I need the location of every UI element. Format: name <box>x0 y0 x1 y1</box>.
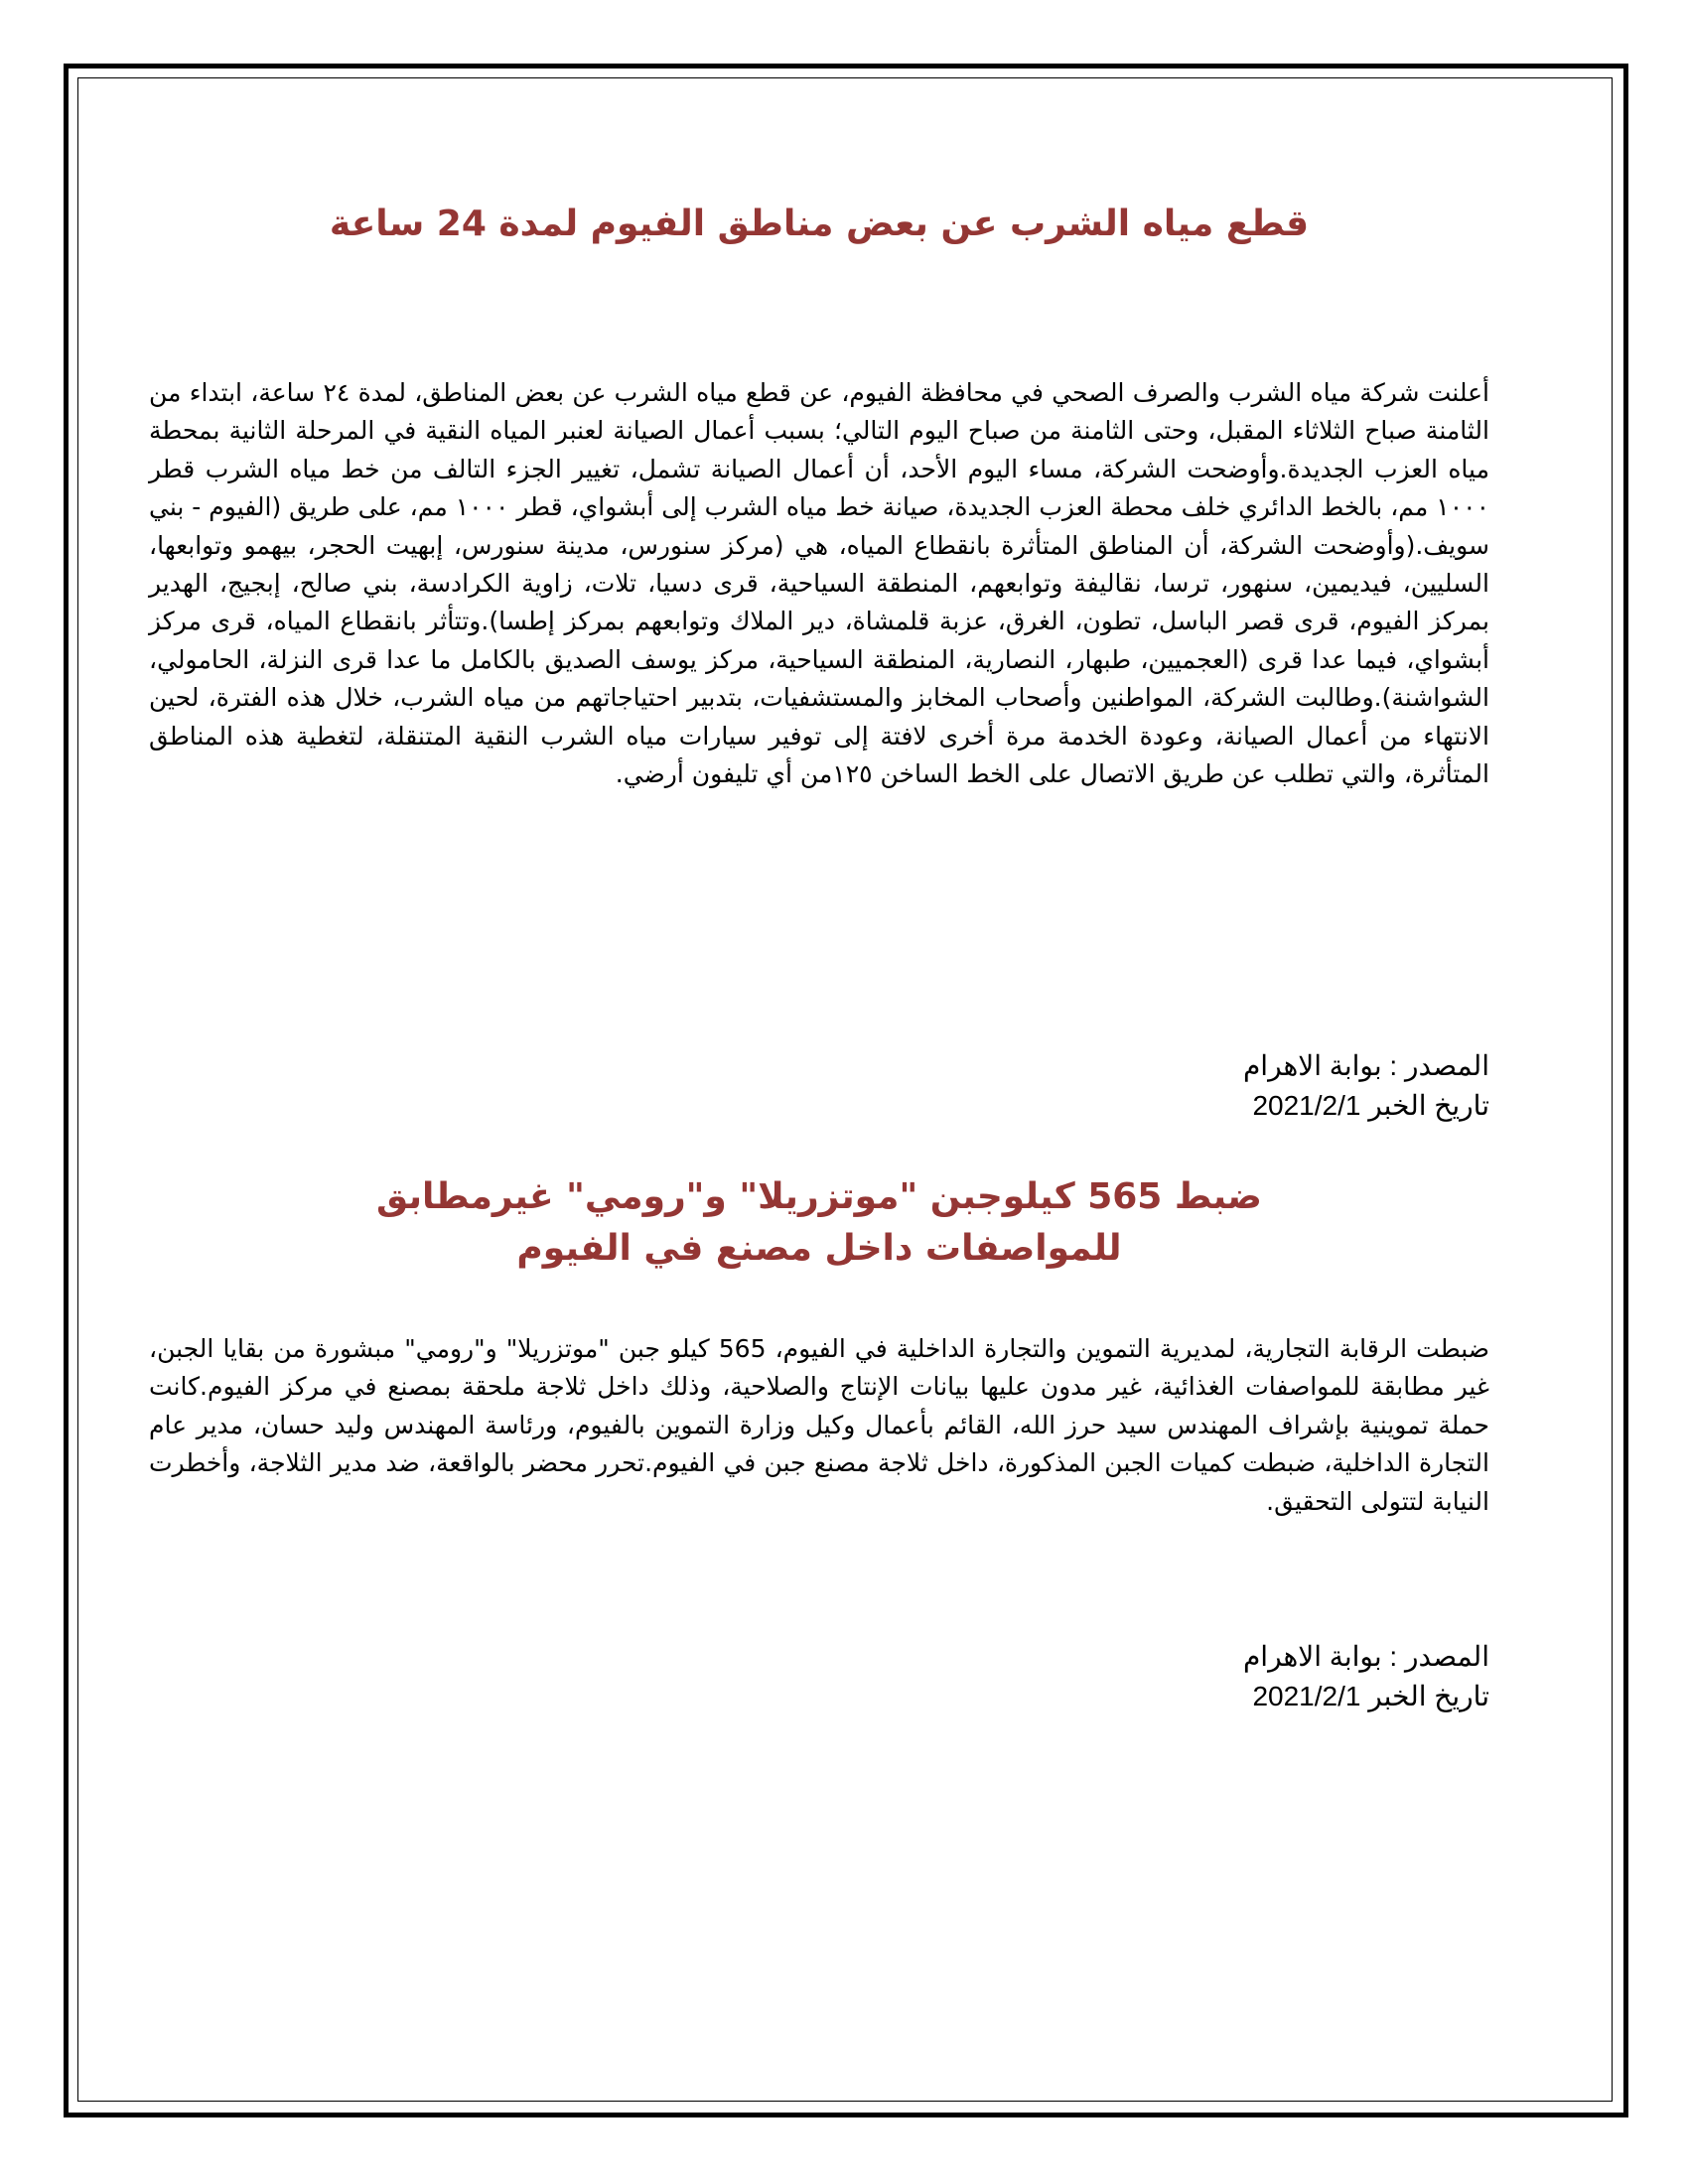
article-1-source: المصدر : بوابة الاهرام <box>1242 1050 1489 1081</box>
article-2-title: ضبط 565 كيلوجبن "موتزريلا" و"رومي" غيرمطابق للمواصفات داخل مصنع في الفيوم <box>376 1176 1262 1269</box>
page-content <box>149 0 1489 2184</box>
article-2-body: ضبطت الرقابة التجارية، لمديرية التموين والتجارة الداخلية في الفيوم، 565 كيلو جبن "موتزريلا" و"رومي" مبشورة من بقايا الجبن، غير مطابقة للمواصفات الغذائية، غير مدون عليها بيانات الإنتاج والصلاحية، وذلك داخل ثلاجة ملحقة بمصنع في مركز الفيوم.كانت حملة تموينية بإشراف المهندس سيد حرز الله، القائم بأعمال وكيل وزارة التموين بالفيوم، ورئاسة المهندس وليد حسان، مدير عام التجارة الداخلية، ضبطت كميات الجبن المذكورة، داخل ثلاجة مصنع جبن في الفيوم.تحرر محضر بالواقعة، ضد مدير الثلاجة، وأخطرت النيابة لتتولى التحقيق. <box>149 1334 1489 1516</box>
article-1-date: تاريخ الخبر 2021/2/1 <box>1252 1090 1489 1121</box>
article-1-title: قطع مياه الشرب عن بعض مناطق الفيوم لمدة 24 ساعة <box>329 204 1310 244</box>
article-2-source: المصدر : بوابة الاهرام <box>1242 1641 1489 1672</box>
article-1-body: أعلنت شركة مياه الشرب والصرف الصحي في محافظة الفيوم، عن قطع مياه الشرب عن بعض المناطق، لمدة ٢٤ ساعة، ابتداء من الثامنة صباح الثلاثاء المقبل، وحتى الثامنة من صباح اليوم التالي؛ بسبب أعمال الصيانة لعنبر المياه النقية في المرحلة الثانية بمحطة مياه العزب الجديدة.وأوضحت الشركة، مساء اليوم الأحد، أن أعمال الصيانة تشمل، تغيير الجزء التالف من خط مياه الشرب قطر ١٠٠٠ مم، بالخط الدائري خلف محطة العزب الجديدة، صيانة خط مياه الشرب إلى أبشواي، قطر ١٠٠٠ مم، على طريق (الفيوم - بني سويف.(وأوضحت الشركة، أن المناطق المتأثرة بانقطاع المياه، هي (مركز سنورس، مدينة سنورس، إبهيت الحجر، بيهمو وتوابعها، السليين، فيديمين، سنهور، ترسا، نقاليفة وتوابعهم، المنطقة السياحية، قرى دسيا، تلات، زاوية الكرادسة، بني صالح، إبجيج، الهدير بمركز الفيوم، قرى قصر الباسل، تطون، الغرق، عزبة قلمشاة، دير الملاك وتوابعهم بمركز إطسا).وتتأثر بانقطاع المياه، قرى مركز أبشواي، فيما عدا قرى (العجميين، طبهار، النصارية، المنطقة السياحية، مركز يوسف الصديق بالكامل ما عدا قرى النزلة، الحامولي، الشواشنة).وطالبت الشركة، المواطنين وأصحاب المخابز والمستشفيات، بتدبير احتياجاتهم من مياه الشرب، خلال هذه الفترة، لحين الانتهاء من أعمال الصيانة، وعودة الخدمة مرة أخرى لافتة إلى توفير سيارات مياه الشرب النقية المتنقلة، لتغطية هذه المناطق المتأثرة، والتي تطلب عن طريق الاتصال على الخط الساخن ١٢٥من أي تليفون أرضي. <box>149 378 1489 789</box>
article-2-date: تاريخ الخبر 2021/2/1 <box>1252 1681 1489 1711</box>
